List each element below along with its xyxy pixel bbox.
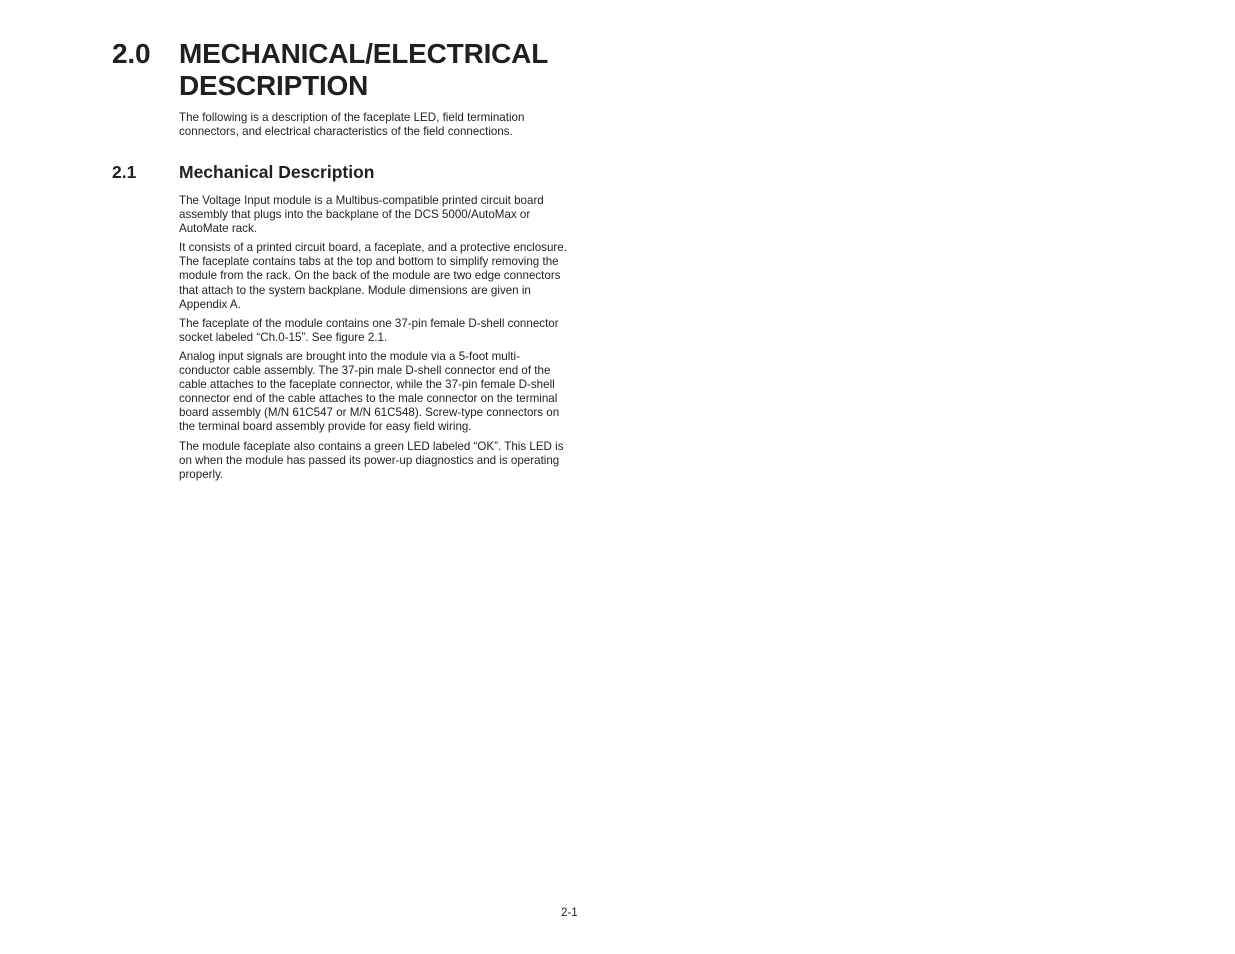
chapter-title: MECHANICAL/ELECTRICAL DESCRIPTION [179, 38, 548, 101]
chapter-intro: The following is a description of the faceplate LED, field termination connectors, and electrical characteristics of the field connections. [179, 111, 525, 139]
section-number: 2.1 [112, 162, 137, 182]
paragraph: The faceplate of the module contains one 37-pin female D-shell connector socket labeled “Ch.0-15”. See figure 2.1. [179, 316, 559, 344]
paragraph: It consists of a printed circuit board, a faceplate, and a protective enclosure. The faceplate contains tabs at the top and bottom to simplify removing the module from the rack. On the back of the module are two edge connectors that attach to the system backplane. Module dimensions are given in Appendix A. [179, 241, 567, 311]
paragraph: The module faceplate also contains a green LED labeled “OK”. This LED is on when the module has passed its power-up diagnostics and is operating properly. [179, 439, 564, 481]
paragraph: The Voltage Input module is a Multibus-compatible printed circuit board assembly that plugs into the backplane of the DCS 5000/AutoMax or AutoMate rack. [179, 194, 544, 236]
chapter-number: 2.0 [112, 38, 151, 69]
section-body [179, 194, 567, 487]
paragraph: Analog input signals are brought into the module via a 5-foot multi-conductor cable assembly. The 37-pin male D-shell connector end of the cable attaches to the faceplate connector, while the 37-pin female D-shell connector end of the cable attaches to the male connector on the terminal board assembly (M/N 61C547 or M/N 61C548). Screw-type connectors on the terminal board assembly provide for easy field wiring. [179, 349, 560, 434]
page-number: 2-1 [561, 906, 578, 919]
section-title: Mechanical Description [179, 162, 375, 182]
